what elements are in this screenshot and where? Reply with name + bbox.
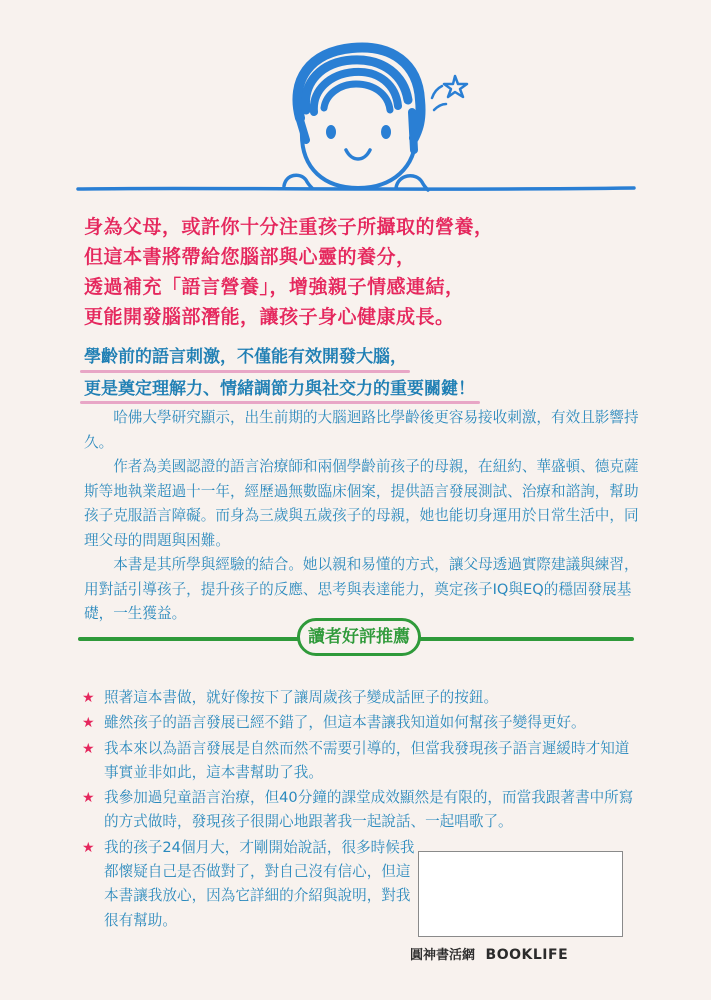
publisher <box>410 944 630 963</box>
section-title: 讀者好評推薦 <box>297 618 421 656</box>
headline-line: 身為父母，或許你十分注重孩子所攝取的營養， <box>84 216 494 238</box>
left-hand-icon <box>284 175 312 188</box>
review-text: 我參加過兒童語言治療，但40分鐘的課堂成效顯然是有限的，而當我跟著書中所寫的方式做時，發現孩子很開心地跟著我一起說話、一起唱歌了。 <box>104 789 634 831</box>
star-icon: ★ <box>82 715 95 732</box>
review-item <box>82 686 642 710</box>
motion-mark-icon <box>434 104 446 110</box>
review-text: 雖然孩子的語言發展已經不錯了，但這本書讓我知道如何幫孩子變得更好。 <box>104 714 586 732</box>
star-icon: ★ <box>82 690 95 706</box>
right-eye-icon <box>381 125 391 139</box>
headline-line: 透過補充「語言營養」，增強親子情感連結， <box>84 276 465 298</box>
left-eye-icon <box>326 125 336 139</box>
review-item <box>82 711 642 735</box>
description-paragraph: 作者為美國認證的語言治療師和兩個學齡前孩子的母親，在紐約、華盛頓、德克薩斯等地執業超過十一年，經歷過無數臨床個案，提供語言發展測試、治療和諮詢，幫助孩子克服語言障礙。而身為三歲與五歲孩子的母親，她也能切身運用於日常生活中，同理父母的問題與困難。 <box>84 458 639 549</box>
headline <box>84 212 644 332</box>
headline-line: 更能開發腦部潛能，讓孩子身心健康成長。 <box>84 306 455 328</box>
review-item <box>82 836 422 933</box>
highlight-underline-1 <box>80 370 410 373</box>
child-peeking-icon <box>0 0 711 200</box>
barcode-box <box>418 851 623 937</box>
highlight-line-2: 更是奠定理解力、情緒調節力與社交力的重要關鍵！ <box>84 379 475 399</box>
review-text: 我本來以為語言發展是自然而然不需要引導的，但當我發現孩子語言遲緩時才知道事實並非如此，這本書幫助了我。 <box>104 739 630 781</box>
star-icon: ★ <box>82 740 95 757</box>
hair-icon <box>297 47 420 150</box>
description <box>84 406 644 627</box>
highlight-underline-2 <box>80 401 480 404</box>
review-text: 我的孩子24個月大，才剛開始說話，很多時候我都懷疑自己是否做對了，對自己沒有信心，但這本書讓我放心，因為它詳細的介紹與說明，對我很有幫助。 <box>104 838 415 929</box>
star-icon: ★ <box>82 839 95 856</box>
smile-icon <box>346 150 370 159</box>
ledge-line <box>78 188 634 189</box>
star-icon <box>444 76 467 97</box>
headline-line: 但這本書將帶給您腦部與心靈的養分， <box>84 246 416 268</box>
review-item <box>82 786 642 835</box>
description-paragraph: 本書是其所學與經驗的結合。她以親和易懂的方式，讓父母透過實際建議與練習，用對話引導孩子，提升孩子的反應、思考與表達能力，奠定孩子IQ與EQ的穩固發展基礎，一生獲益。 <box>84 556 639 622</box>
motion-mark-icon <box>432 86 442 98</box>
description-paragraph: 哈佛大學研究顯示，出生前期的大腦迴路比學齡後更容易接收刺激，有效且影響持久。 <box>84 409 639 451</box>
review-item <box>82 737 642 786</box>
highlight-line-1: 學齡前的語言刺激，不僅能有效開發大腦， <box>84 347 407 367</box>
publisher-brand: BOOKLIFE <box>485 947 569 963</box>
star-icon: ★ <box>82 790 95 807</box>
review-text: 照著這本書做，就好像按下了讓周歲孩子變成話匣子的按鈕。 <box>104 689 499 706</box>
publisher-name: 圓神書活網 <box>410 948 476 963</box>
